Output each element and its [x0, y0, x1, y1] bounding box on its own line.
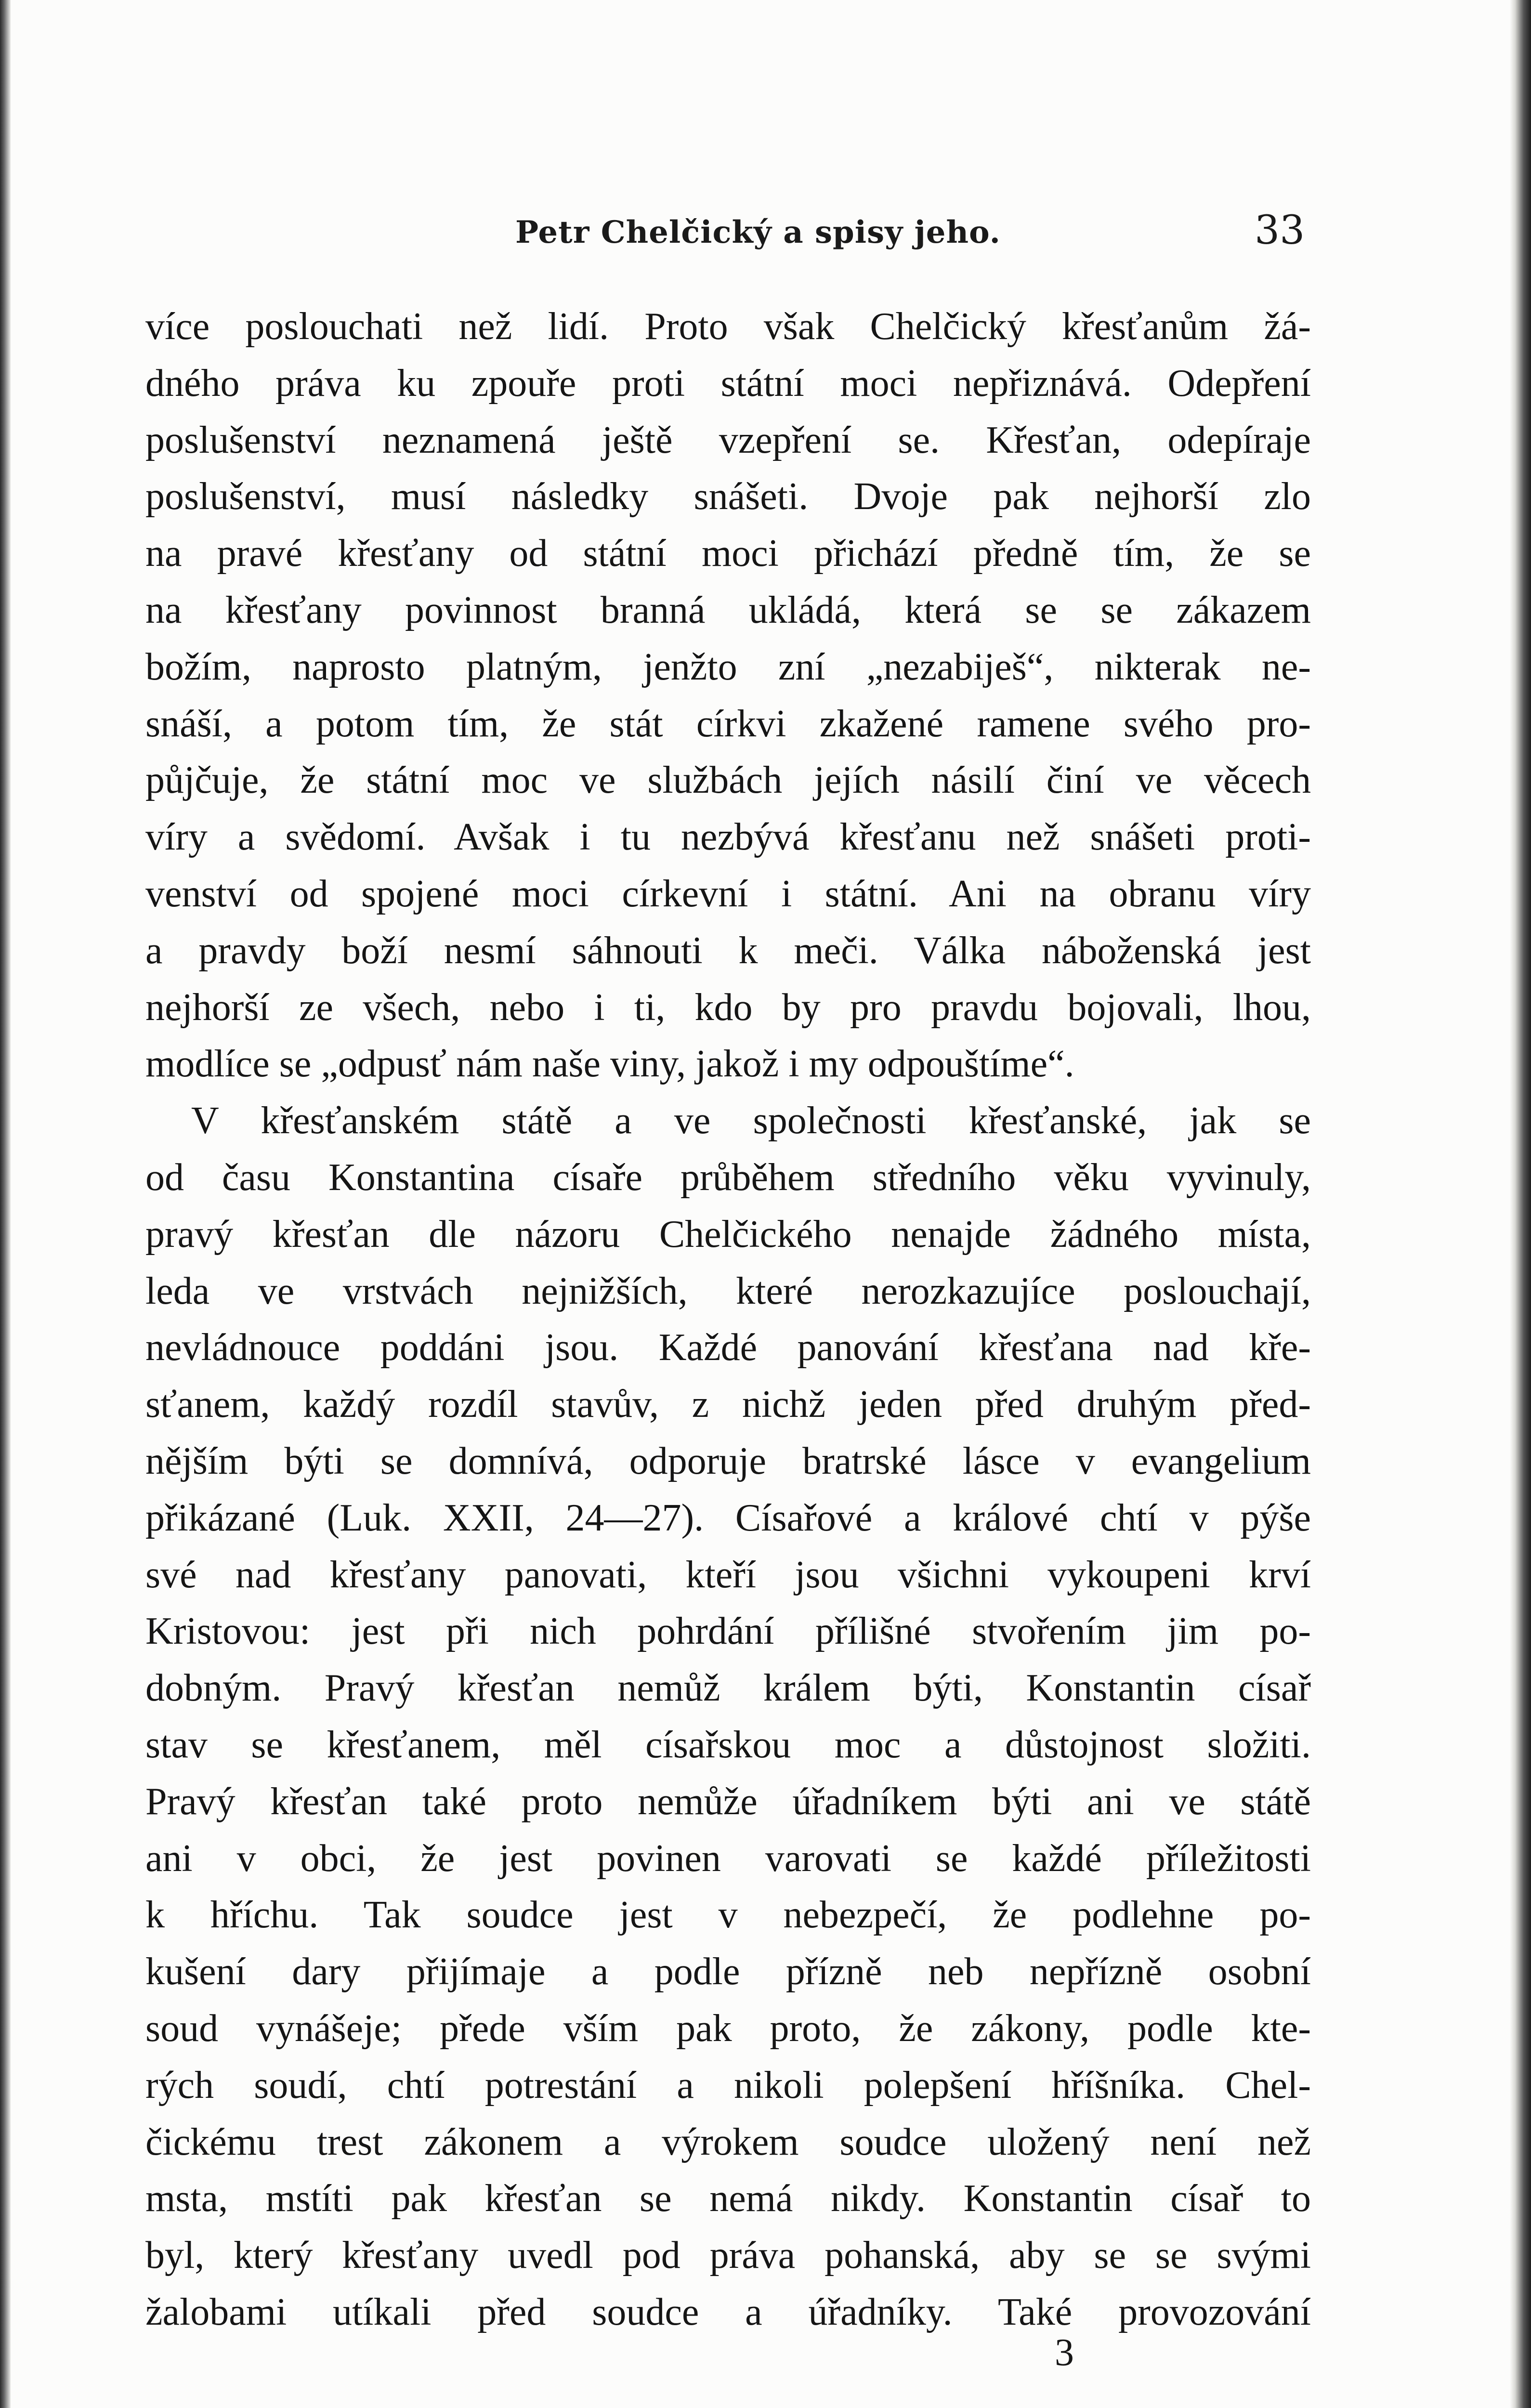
text-line: Kristovou: jest při nich pohrdání přílišné stvořením jim po- [145, 1610, 1311, 1653]
scan-edge-right [1510, 0, 1531, 2408]
text-line: půjčuje, že státní moc ve službách jejích násilí činí ve věcech [145, 759, 1311, 802]
text-line: rých soudí, chtí potrestání a nikoli polepšení hříšníka. Chel- [145, 2064, 1311, 2107]
text-line: na pravé křesťany od státní moci přichází předně tím, že se [145, 532, 1311, 575]
text-line: msta, mstíti pak křesťan se nemá nikdy. Konstantin císař to [145, 2177, 1311, 2220]
text-line: nevládnouce poddáni jsou. Každé panování křesťana nad kře- [145, 1326, 1311, 1369]
text-line: poslušenství neznamená ještě vzepření se. Křesťan, odepíraje [145, 419, 1311, 461]
text-line: na křesťany povinnost branná ukládá, která se se zákazem [145, 589, 1311, 631]
text-line: k hříchu. Tak soudce jest v nebezpečí, že podlehne po- [145, 1894, 1311, 1937]
text-line: sťanem, každý rozdíl stavův, z nichž jeden před druhým před- [145, 1383, 1311, 1426]
text-line: přikázané (Luk. XXII, 24—27). Císařové a králové chtí v pýše [145, 1496, 1311, 1539]
text-line: modlíce se „odpusť nám naše viny, jakož i my odpouštíme“. [145, 1043, 1074, 1086]
text-line: božím, naprosto platným, jenžto zní „nezabiješ“, nikterak ne- [145, 645, 1311, 688]
running-title: Petr Chelčický a spisy jeho. [515, 214, 1001, 250]
text-line: ani v obci, že jest povinen varovati se každé příležitosti [145, 1837, 1311, 1880]
scan-edge-left [0, 0, 11, 2408]
text-line: nějším býti se domnívá, odporuje bratrské lásce v evangelium [145, 1440, 1311, 1482]
text-line: poslušenství, musí následky snášeti. Dvoje pak nejhorší zlo [145, 475, 1311, 518]
text-line: snáší, a potom tím, že stát církvi zkažené ramene svého pro- [145, 702, 1311, 745]
text-line: žalobami utíkali před soudce a úřadníky. Také provozování [145, 2290, 1311, 2333]
text-line: dobným. Pravý křesťan nemůž králem býti, Konstantin císař [145, 1667, 1311, 1710]
text-line: od času Konstantina císaře průběhem středního věku vyvinuly, [145, 1156, 1311, 1199]
text-line: více poslouchati než lidí. Proto však Chelčický křesťanům žá- [145, 305, 1311, 348]
text-line: byl, který křesťany uvedl pod práva pohanská, aby se se svými [145, 2234, 1311, 2277]
page-header [0, 205, 1531, 258]
text-line: kušení dary přijímaje a podle přízně neb nepřízně osobní [145, 1950, 1311, 1993]
text-line: venství od spojené moci církevní i státní. Ani na obranu víry [145, 872, 1311, 915]
text-line: soud vynášeje; přede vším pak proto, že zákony, podle kte- [145, 2007, 1311, 2050]
text-line: pravý křesťan dle názoru Chelčického nenajde žádného místa, [145, 1213, 1311, 1256]
signature-mark: 3 [1055, 2331, 1074, 2374]
text-line: nejhorší ze všech, nebo i ti, kdo by pro pravdu bojovali, lhou, [145, 986, 1311, 1029]
page-number: 33 [1255, 208, 1305, 253]
text-line: čickému trest zákonem a výrokem soudce uložený není než [145, 2120, 1311, 2163]
text-line: dného práva ku zpouře proti státní moci nepřiznává. Odepření [145, 362, 1311, 405]
text-line: a pravdy boží nesmí sáhnouti k meči. Válka náboženská jest [145, 929, 1311, 972]
text-line: leda ve vrstvách nejnižších, které nerozkazujíce poslouchají, [145, 1269, 1311, 1312]
text-line: víry a svědomí. Avšak i tu nezbývá křesťanu než snášeti proti- [145, 816, 1311, 859]
text-line: Pravý křesťan také proto nemůže úřadníkem býti ani ve státě [145, 1780, 1311, 1823]
body-text [145, 299, 1311, 2341]
text-line: své nad křesťany panovati, kteří jsou všichni vykoupeni krví [145, 1553, 1311, 1596]
text-line: stav se křesťanem, měl císařskou moc a důstojnost složiti. [145, 1723, 1311, 1766]
text-line: V křesťanském státě a ve společnosti křesťanské, jak se [191, 1099, 1311, 1142]
